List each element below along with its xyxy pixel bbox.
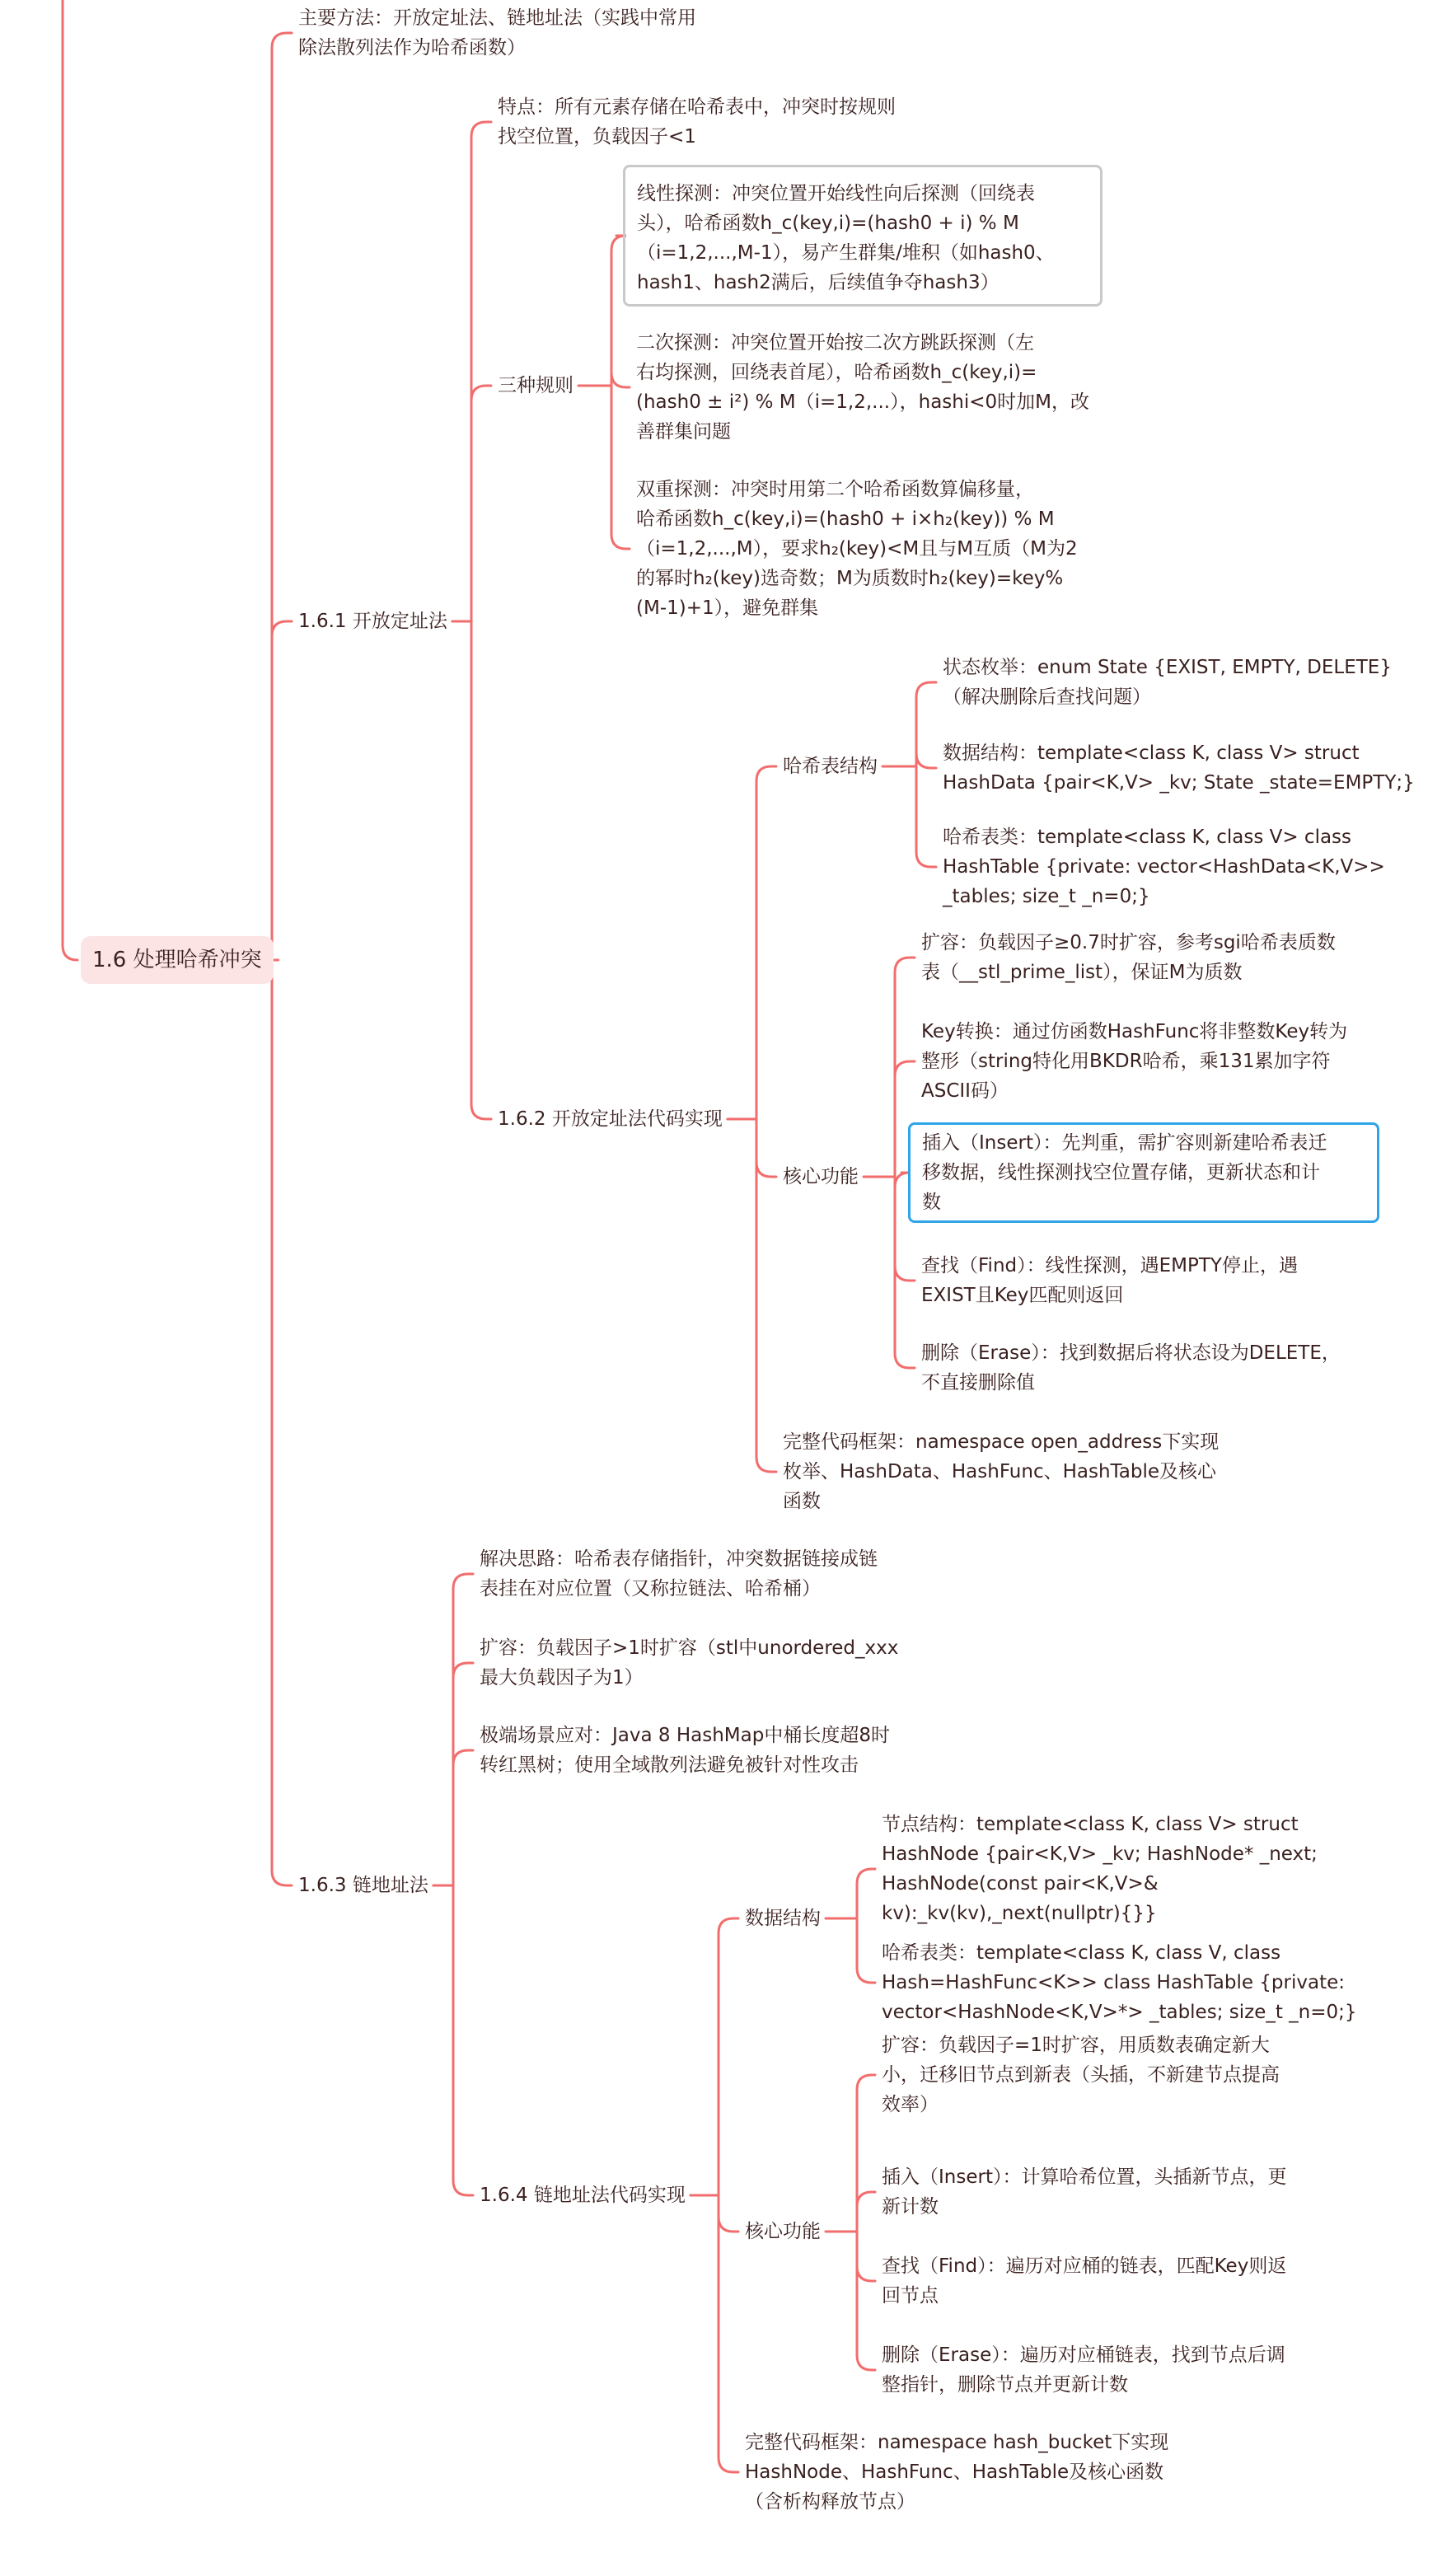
- root-branch-1: [272, 621, 292, 960]
- core2-branch-3: [857, 2232, 875, 2370]
- node-chain-framework[interactable]: 完整代码框架：namespace hash_bucket下实现 HashNode、HashFunc、HashTable及核心函数 （含析构释放节点）: [745, 2432, 1169, 2513]
- node-chain-hashtable-class[interactable]: 哈希表类：template<class K, class V, class Hash=HashFunc<K>> class HashTable {private: vector<HashNode<K,V>*> _tables; size_t _n=0;}: [882, 1942, 1357, 2023]
- rules-branch-2: [611, 386, 630, 549]
- chain-code-branch-2: [719, 2195, 738, 2472]
- chain-branch-2: [453, 1750, 473, 1885]
- struct-branch-1: [916, 753, 936, 768]
- node-chain-insert[interactable]: 插入（Insert）：计算哈希位置，头插新节点，更 新计数: [882, 2166, 1287, 2218]
- chain-data-branch-1: [857, 1918, 875, 1983]
- core2-branch-2: [857, 2232, 875, 2281]
- node-chain-find[interactable]: 查找（Find）：遍历对应桶的链表，匹配Key则返 回节点: [882, 2255, 1287, 2307]
- struct-branch-2: [916, 766, 936, 867]
- node-chain-code-expand[interactable]: 扩容：负载因子=1时扩容，用质数表确定新大 小，迁移旧节点到新表（头插，不新建节点提高 效率）: [882, 2035, 1280, 2115]
- node-open-expand[interactable]: 扩容：负载因子≥0.7时扩容，参考sgi哈希表质数 表（__stl_prime_list），保证M为质数: [921, 932, 1336, 983]
- open-code-branch-1: [756, 1119, 776, 1177]
- node-quadratic-probing[interactable]: 二次探测：冲突位置开始按二次方跳跃探测（左 右均探测，回绕表首尾），哈希函数h_c(key,i)= (hash0 ± i²) % M（i=1,2,...），hashi<0时加M，改 善群集问题: [636, 332, 1089, 443]
- node-open-erase[interactable]: 删除（Erase）：找到数据后将状态设为DELETE， 不直接删除值: [921, 1342, 1341, 1393]
- node-hashtable-class[interactable]: 哈希表类：template<class K, class V> class HashTable {private: vector<HashData<K,V>> _tables; size_t _n=0;}: [943, 827, 1385, 907]
- node-three-rules[interactable]: 三种规则: [498, 375, 574, 396]
- node-main-method[interactable]: 主要方法：开放定址法、链地址法（实践中常用 除法散列法作为哈希函数）: [298, 7, 696, 59]
- node-key-conversion[interactable]: Key转换：通过仿函数HashFunc将非整数Key转为 整形（string特化用BKDR哈希，乘131累加字符 ASCII码）: [921, 1021, 1348, 1102]
- node-open-framework[interactable]: 完整代码框架：namespace open_address下实现 枚举、HashData、HashFunc、HashTable及核心 函数: [783, 1431, 1220, 1512]
- node-hash-table-structure[interactable]: 哈希表结构: [783, 756, 878, 777]
- node-linear-probing[interactable]: 线性探测：冲突位置开始线性向后探测（回绕表 头），哈希函数h_c(key,i)=(hash0 + i) % M （i=1,2,...,M-1），易产生群集/堆积（如hash0、 hash1、hash2满后，后续值争夺hash3）: [623, 165, 1103, 307]
- node-hashdata-struct[interactable]: 数据结构：template<class K, class V> struct HashData {pair<K,V> _kv; State _state=EMPTY;}: [943, 742, 1415, 794]
- open-addr-branch-2: [471, 621, 491, 1119]
- rules-branch-1: [611, 372, 630, 387]
- node-open-addr-feature[interactable]: 特点：所有元素存储在哈希表中，冲突时按规则 找空位置，负载因子<1: [498, 96, 896, 148]
- node-chain-core-functions[interactable]: 核心功能: [745, 2221, 821, 2242]
- node-chain-data-structure[interactable]: 数据结构: [745, 1908, 821, 1929]
- node-open-find[interactable]: 查找（Find）：线性探测，遇EMPTY停止，遇 EXIST且Key匹配则返回: [921, 1255, 1298, 1306]
- root-branch-0: [272, 33, 292, 960]
- chain-branch-3: [453, 1885, 473, 2195]
- node-chaining[interactable]: 1.6.3 链地址法: [298, 1875, 428, 1896]
- node-chain-erase[interactable]: 删除（Erase）：遍历对应桶链表，找到节点后调 整指针，删除节点并更新计数: [882, 2344, 1285, 2396]
- node-open-addressing[interactable]: 1.6.1 开放定址法: [298, 611, 447, 632]
- core2-branch-1: [857, 2192, 875, 2232]
- node-chain-idea[interactable]: 解决思路：哈希表存储指针，冲突数据链接成链 表挂在对应位置（又称拉链法、哈希桶）: [480, 1548, 878, 1599]
- open-code-branch-0: [756, 766, 776, 1119]
- node-chain-code[interactable]: 1.6.4 链地址法代码实现: [480, 2185, 686, 2206]
- struct-branch-0: [916, 682, 936, 766]
- node-hashnode-struct[interactable]: 节点结构：template<class K, class V> struct HashNode {pair<K,V> _kv; HashNode* _next; HashNode(const pair<K,V>& kv):_kv(kv),_next(nullptr){}}: [882, 1814, 1318, 1924]
- node-double-hashing[interactable]: 双重探测：冲突时用第二个哈希函数算偏移量， 哈希函数h_c(key,i)=(hash0 + i×h₂(key)) % M （i=1,2,...,M），要求h₂(key)<M且与M互质（M为2 的幂时h₂(key)选奇数；M为质数时h₂(key)=key% (M-1)+1），避免群集: [636, 479, 1078, 619]
- open-addr-branch-0: [471, 122, 491, 621]
- core2-branch-0: [857, 2075, 875, 2232]
- chain-branch-0: [453, 1574, 473, 1885]
- root-incoming-line: [63, 0, 77, 960]
- open-addr-branch-1: [471, 386, 491, 621]
- node-open-insert[interactable]: 插入（Insert）：先判重，需扩容则新建哈希表迁 移数据，线性探测找空位置存储，更新状态和计 数: [908, 1122, 1379, 1223]
- node-chain-expand[interactable]: 扩容：负载因子>1时扩容（stl中unordered_xxx 最大负载因子为1）: [480, 1637, 899, 1688]
- chain-code-branch-0: [719, 1918, 738, 2195]
- node-chain-extreme[interactable]: 极端场景应对：Java 8 HashMap中桶长度超8时 转红黑树；使用全域散列法避免被针对性攻击: [480, 1725, 890, 1776]
- chain-code-branch-1: [719, 2195, 738, 2232]
- node-open-addr-code[interactable]: 1.6.2 开放定址法代码实现: [498, 1108, 723, 1130]
- root-branch-2: [272, 960, 292, 1885]
- chain-branch-1: [453, 1663, 473, 1885]
- chain-data-branch-0: [857, 1869, 875, 1918]
- node-open-core-functions[interactable]: 核心功能: [783, 1166, 859, 1187]
- root-node[interactable]: 1.6 处理哈希冲突: [81, 936, 274, 984]
- node-state-enum[interactable]: 状态枚举：enum State {EXIST, EMPTY, DELETE} （解决删除后查找问题）: [943, 657, 1392, 708]
